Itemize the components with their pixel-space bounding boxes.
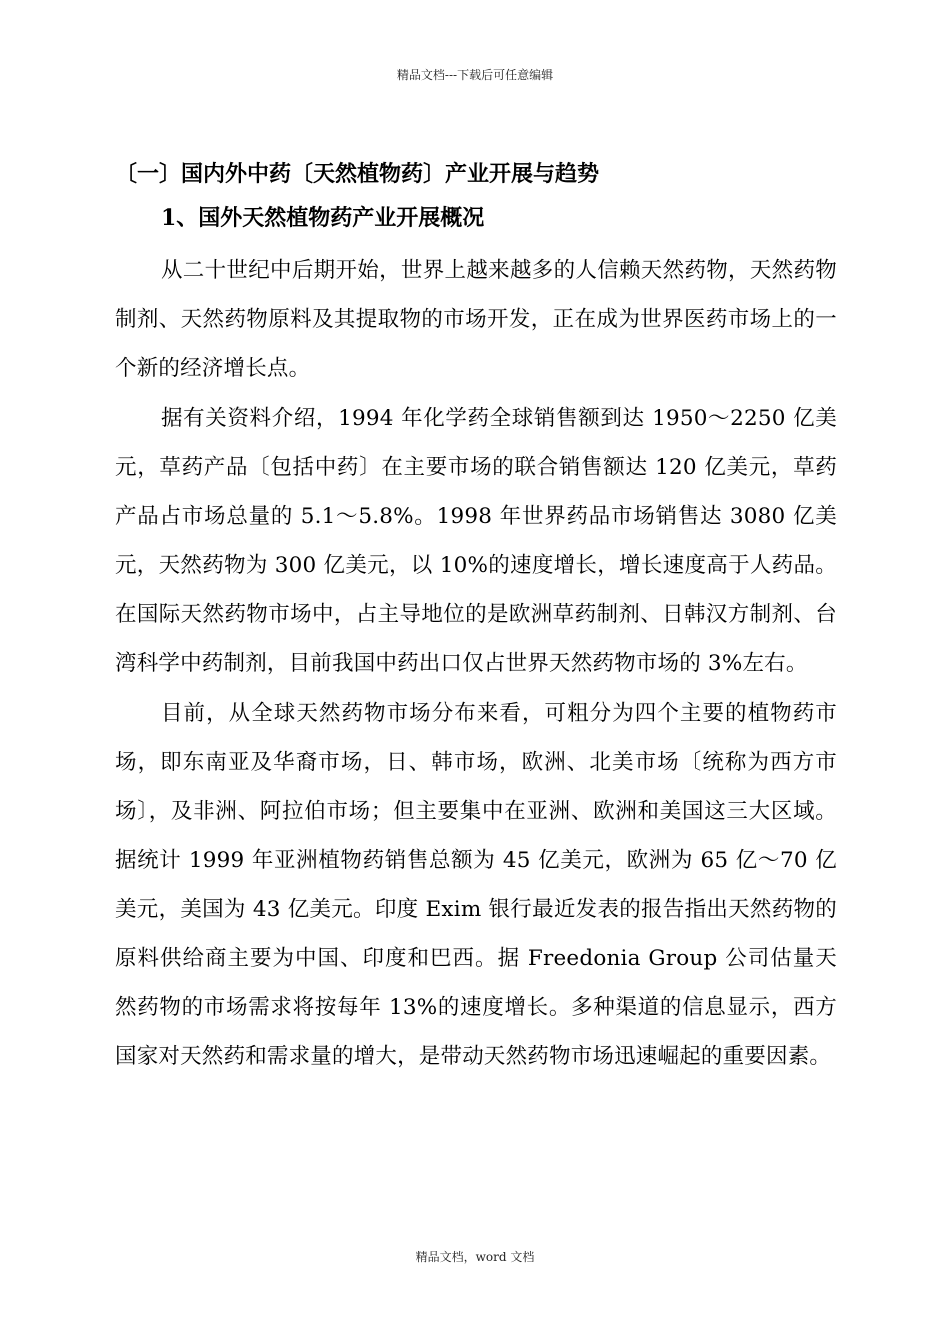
subsection-heading: 1、国外天然植物药产业开展概况 [161,205,485,231]
paragraph-market-distribution: 目前，从全球天然药物市场分布来看，可粗分为四个主要的植物药市场，即东南亚及华裔市场，日、韩市场，欧洲、北美市场〔统称为西方市场〕，及非洲、阿拉伯市场；但主要集中在亚洲、欧洲和美国这三大区域。据统计 1999 年亚洲植物药销售总额为 45 亿美元，欧洲为 65 亿～70 亿美元，美国为 43 亿美元。印度 Exim 银行最近发表的报告指出天然药物的原料供给商主要为中国、印度和巴西。据 Freedonia Group 公司估量天然药物的市场需求将按每年 13%的速度增长。多种渠道的信息显示，西方国家对天然药和需求量的增大，是带动天然药物市场迅速崛起的重要因素。 [115,701,837,1069]
paragraph-market-data: 据有关资料介绍，1994 年化学药全球销售额到达 1950～2250 亿美元，草药产品〔包括中药〕在主要市场的联合销售额达 120 亿美元，草药产品占市场总量的 5.1～5.8%。1998 年世界药品市场销售达 3080 亿美元，天然药物为 300 亿美元，以 10%的速度增长，增长速度高于人药品。在国际天然药物市场中，占主导地位的是欧洲草药制剂、日韩汉方制剂、台湾科学中药制剂，目前我国中药出口仅占世界天然药物市场的 3%左右。 [115,406,837,676]
page-header: 精品文档---下载后可任意编辑 [396,68,554,82]
paragraph-intro: 从二十世纪中后期开始，世界上越来越多的人信赖天然药物，天然药物制剂、天然药物原料及其提取物的市场开发，正在成为世界医药市场上的一个新的经济增长点。 [115,258,837,381]
page-footer: 精品文档，word 文档 [415,1250,535,1264]
section-heading: 〔一〕国内外中药〔天然植物药〕产业开展与趋势 [115,161,600,187]
document-body [115,154,837,1082]
